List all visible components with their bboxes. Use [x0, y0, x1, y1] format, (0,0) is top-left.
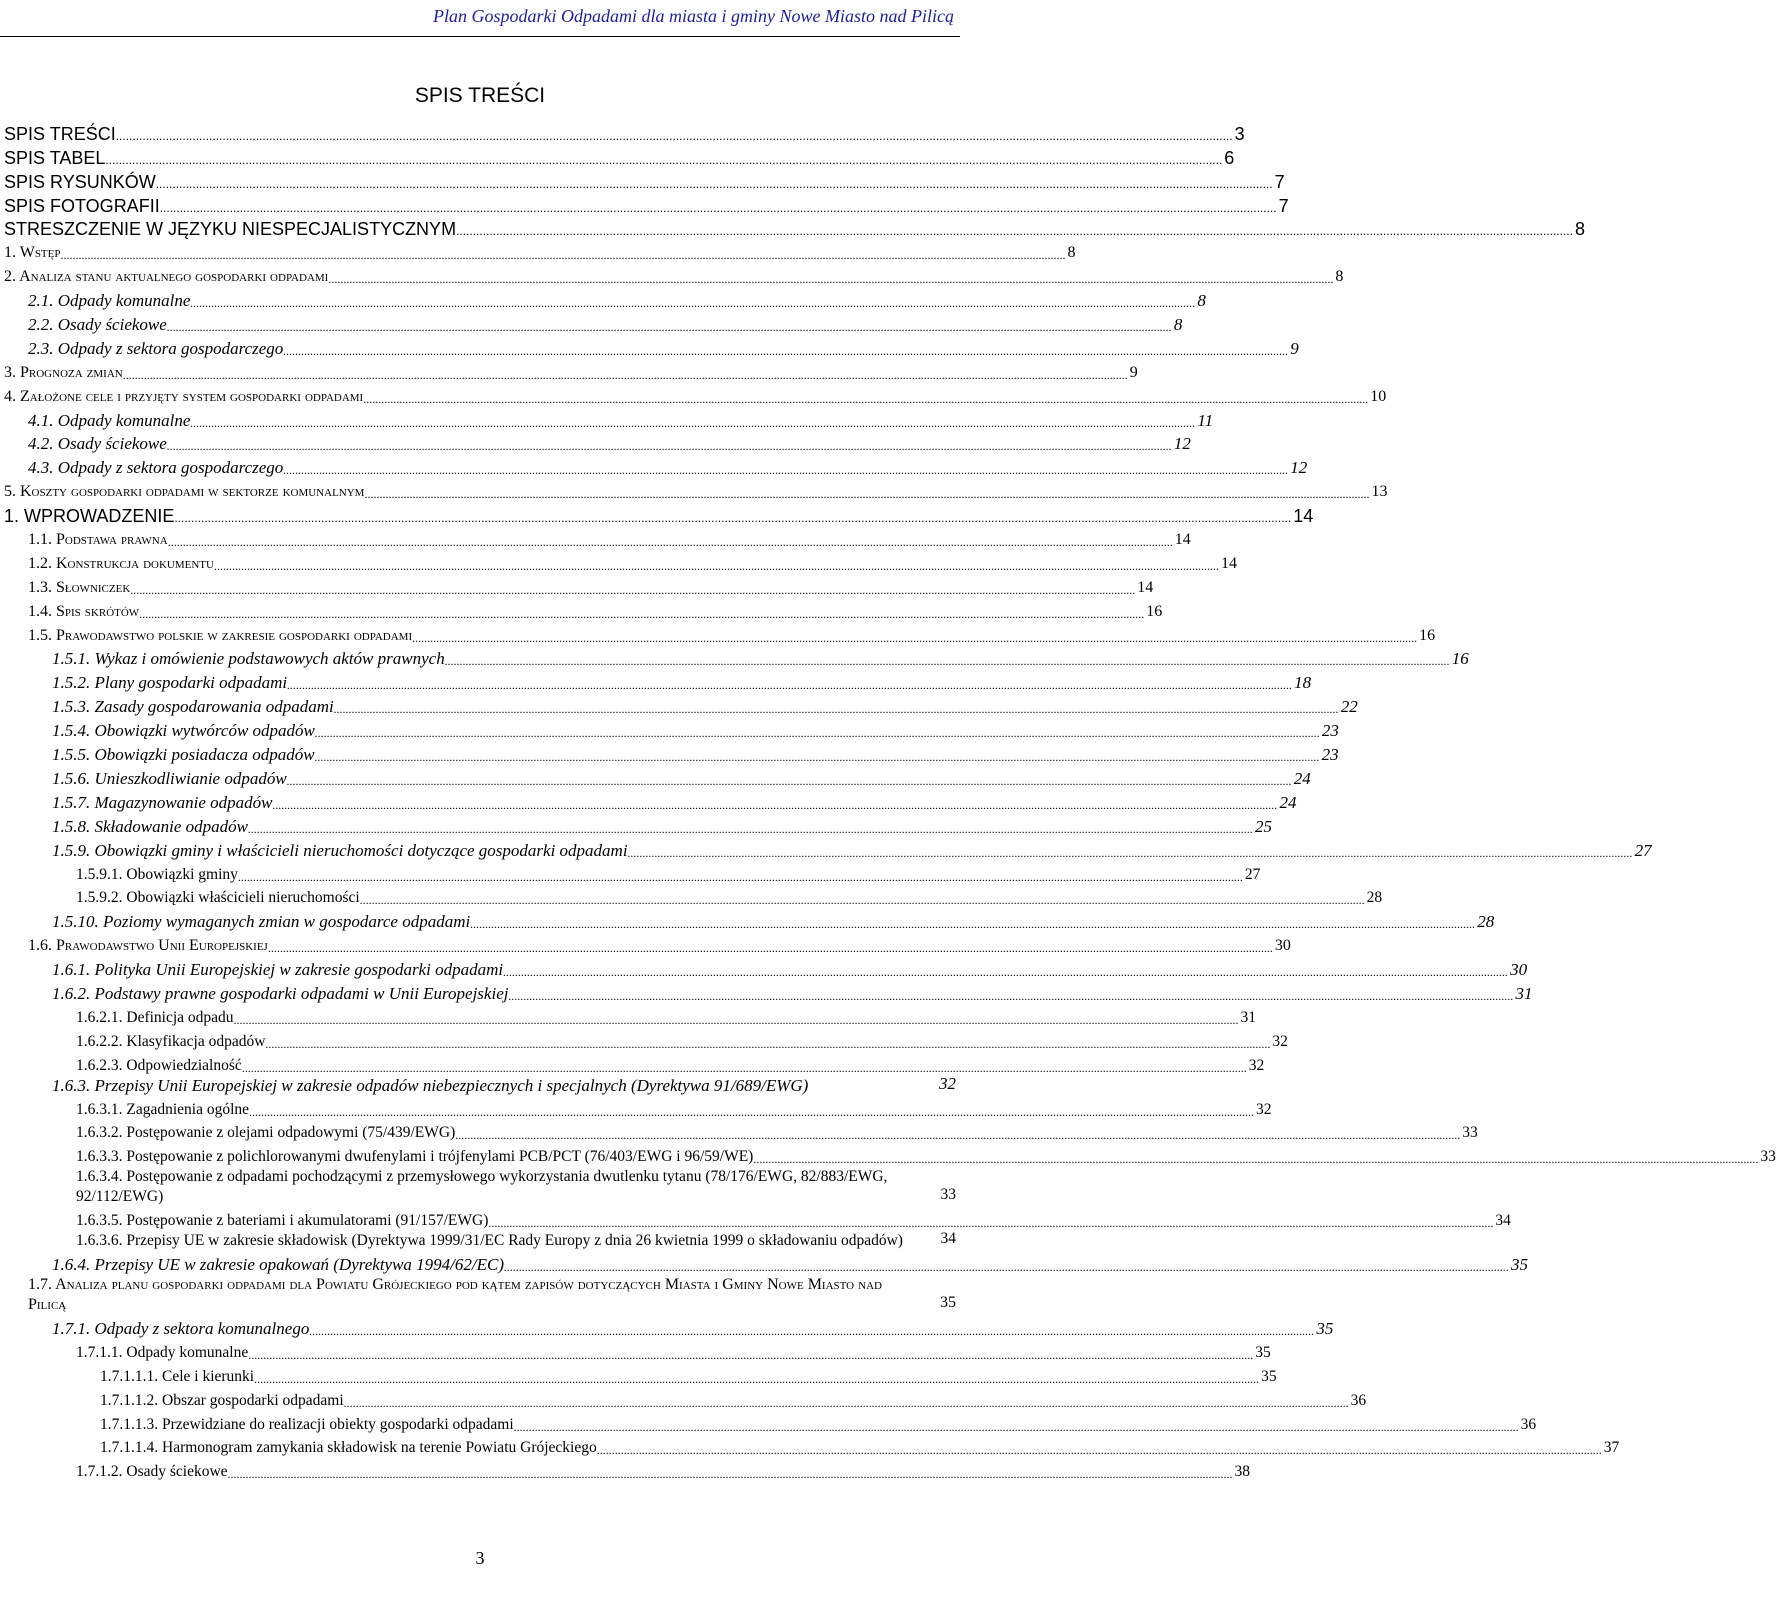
toc-entry-label: 1.6.3.1. Zagadnienia ogólne [76, 1100, 250, 1118]
toc-entry-label: 5. Koszty gospodarki odpadami w sektorze komunalnym [4, 483, 365, 501]
toc-entry-label: 1.6.2.3. Odpowiedzialność [76, 1056, 242, 1074]
toc-entry-label: 1.4. Spis skrótów [28, 602, 140, 620]
toc-leader-dots [105, 152, 1222, 168]
toc-entry-label: 1.5.6. Unieszkodliwianie odpadów [52, 768, 287, 788]
toc-entry-page: 13 [1371, 483, 1388, 501]
toc-leader-dots [283, 343, 1288, 359]
toc-entry-page: 36 [1350, 1391, 1367, 1409]
toc-entry[interactable] [4, 1315, 1334, 1339]
toc-entry-page: 32 [1248, 1056, 1265, 1074]
toc-entry-page: 30 [1510, 960, 1528, 980]
toc-entry[interactable] [4, 789, 1297, 813]
toc-entry-page: 28 [1366, 889, 1383, 907]
toc-entry[interactable] [4, 1458, 1251, 1482]
toc-entry-page: 32 [939, 1073, 956, 1093]
toc-leader-dots [628, 845, 1633, 861]
toc-entry[interactable] [4, 1363, 1277, 1387]
toc-entry-label: 1.6.3.4. Postępowanie z odpadami pochodzącymi z przemysłowego wykorzystania dwutlenku tytanu (78/176/EWG, 82/883/EWG, 92/112/EWG) [76, 1168, 888, 1206]
toc-leader-dots [174, 510, 1291, 526]
toc-entry-label: 1.6. Prawodawstwo Unii Europejskiej [28, 937, 268, 955]
toc-entry[interactable] [4, 956, 1528, 980]
toc-entry-page: 14 [1220, 554, 1237, 572]
toc-entry-page: 16 [1451, 649, 1469, 669]
toc-leader-dots [167, 319, 1172, 335]
toc-leader-dots [123, 367, 1128, 383]
toc-entry[interactable] [4, 1339, 1271, 1363]
toc-leader-dots [248, 1347, 1253, 1363]
toc-entry[interactable] [4, 359, 1138, 383]
toc-entry-page: 18 [1294, 673, 1312, 693]
toc-leader-dots [344, 1395, 1349, 1411]
toc-entry-page: 12 [1290, 458, 1308, 478]
toc-leader-dots [456, 223, 1573, 239]
toc-leader-dots [412, 630, 1417, 646]
toc-leader-dots [283, 462, 1288, 478]
toc-entry-page: 34 [1495, 1212, 1511, 1230]
toc-entry[interactable] [4, 861, 1261, 885]
toc-entry[interactable] [4, 980, 1533, 1004]
toc-entry-page: 27 [1634, 840, 1652, 860]
toc-entry[interactable] [4, 550, 1237, 574]
toc-leader-dots [287, 773, 1292, 789]
toc-leader-dots [504, 1259, 1509, 1275]
toc-entry-page: 35 [1316, 1318, 1334, 1338]
toc-entry-label: 1.5.8. Składowanie odpadów [52, 816, 248, 836]
toc-entry[interactable] [4, 1411, 1537, 1435]
toc-entry[interactable] [4, 1275, 956, 1315]
toc-leader-dots [470, 916, 1475, 932]
toc-entry-label: 2.1. Odpady komunalne [28, 291, 191, 311]
toc-entry-page: 24 [1293, 768, 1311, 788]
toc-entry[interactable] [4, 1143, 1776, 1167]
toc-entry-page: 32 [1272, 1032, 1288, 1050]
toc-entry-page: 37 [1603, 1439, 1620, 1457]
toc-entry-label: 1.7.1.1.1. Cele i kierunki [100, 1367, 255, 1385]
toc-entry-label: 4.2. Osady ściekowe [28, 434, 167, 454]
toc-entry-label: 2. Analiza stanu aktualnego gospodarki odpadami [4, 268, 329, 286]
toc-entry[interactable] [4, 239, 1076, 263]
toc-entry[interactable] [4, 813, 1272, 837]
toc-entry-label: 1. Wstęp [4, 244, 61, 262]
toc-leader-dots [315, 749, 1320, 765]
toc-entry-page: 23 [1321, 745, 1339, 765]
toc-entry[interactable] [4, 908, 1495, 932]
toc-leader-dots [214, 558, 1219, 574]
toc-entry-label: 1.5.1. Wykaz i omówienie podstawowych aktów prawnych [52, 649, 445, 669]
toc-entry-label: 1.5.9. Obowiązki gminy i właścicieli nieruchomości dotyczące gospodarki odpadami [52, 840, 628, 860]
toc-entry-label: 1.5.3. Zasady gospodarowania odpadami [52, 697, 334, 717]
toc-leader-dots [265, 1036, 1270, 1052]
toc-entry-page: 8 [1067, 244, 1076, 262]
toc-entry-label: 1.2. Konstrukcja dokumentu [28, 554, 214, 572]
toc-entry[interactable] [4, 1052, 1265, 1076]
toc-entry[interactable] [4, 1231, 956, 1251]
toc-entry[interactable] [4, 693, 1358, 717]
toc-entry-page: 31 [1240, 1008, 1257, 1026]
toc-entry-label: 1.6.1. Polityka Unii Europejskiej w zakresie gospodarki odpadami [52, 960, 504, 980]
toc-entry-page: 9 [1129, 363, 1138, 381]
toc-leader-dots [156, 176, 1273, 192]
toc-entry-label: 1.6.3.2. Postępowanie z olejami odpadowymi (75/439/EWG) [76, 1124, 456, 1142]
toc-entry-page: 22 [1340, 697, 1358, 717]
toc-leader-dots [234, 1012, 1239, 1028]
toc-entry[interactable] [4, 574, 1154, 598]
toc-leader-dots [268, 940, 1273, 956]
toc-entry-label: 3. Prognoza zmian [4, 363, 123, 381]
toc-leader-dots [445, 653, 1450, 669]
toc-entry[interactable] [4, 407, 1214, 431]
toc-leader-dots [488, 1215, 1493, 1231]
toc-entry-page: 8 [1197, 291, 1206, 311]
toc-entry-page: 33 [1462, 1124, 1478, 1142]
toc-entry-label: 1.6.2.2. Klasyfikacja odpadów [76, 1032, 266, 1050]
toc-leader-dots [328, 271, 1333, 287]
toc-entry[interactable] [4, 741, 1339, 765]
toc-entry-label: 1.3. Słowniczek [28, 578, 131, 596]
toc-entry[interactable] [4, 1028, 1288, 1052]
toc-entry-page: 16 [1146, 602, 1163, 620]
toc-entry-page: 35 [1255, 1343, 1271, 1361]
toc-entry-page: 32 [1256, 1100, 1272, 1118]
toc-entry-page: 7 [1274, 171, 1285, 192]
toc-entry-label: SPIS TABEL [4, 147, 106, 168]
toc-entry-page: 9 [1290, 338, 1299, 358]
toc-leader-dots [228, 1466, 1233, 1482]
toc-leader-dots [334, 701, 1339, 717]
toc-entry-label: 1.6.3. Przepisy Unii Europejskiej w zakresie odpadów niebezpiecznych i specjalnych (Dyrektywa 91/689/EWG) [52, 1075, 809, 1095]
toc-entry-page: 8 [1335, 268, 1344, 286]
toc-entry[interactable] [4, 885, 1383, 909]
toc-leader-dots [514, 1419, 1519, 1435]
toc-entry[interactable] [4, 216, 1585, 240]
toc-entry-label: 4.3. Odpady z sektora gospodarczego [28, 458, 284, 478]
toc-leader-dots [597, 1442, 1602, 1458]
toc-entry-label: 1.7.1.1.4. Harmonogram zamykania składowisk na terenie Powiatu Grójeckiego [100, 1439, 597, 1457]
toc-entry[interactable] [4, 1251, 1529, 1275]
toc-entry-label: STRESZCZENIE W JĘZYKU NIESPECJALISTYCZNYM [4, 219, 457, 240]
toc-entry[interactable] [4, 192, 1289, 216]
toc-entry-label: 1.5.5. Obowiązki posiadacza odpadów [52, 745, 315, 765]
toc-entry[interactable] [4, 622, 1436, 646]
toc-entry-label: 1.6.2.1. Definicja odpadu [76, 1008, 234, 1026]
toc-entry-page: 27 [1244, 865, 1261, 883]
toc-leader-dots [508, 988, 1513, 1004]
toc-leader-dots [503, 964, 1508, 980]
toc-entry-label: 1.5.7. Magazynowanie odpadów [52, 792, 273, 812]
toc-leader-dots [190, 415, 1195, 431]
toc-entry[interactable] [4, 1096, 1272, 1120]
toc-entry-page: 28 [1477, 912, 1495, 932]
toc-entry-label: 1. WPROWADZENIE [4, 506, 175, 527]
toc-entry-page: 33 [940, 1186, 956, 1204]
toc-entry-page: 30 [1274, 937, 1291, 955]
toc-entry-page: 11 [1197, 410, 1214, 430]
page-title: SPIS TREŚCI [414, 84, 546, 107]
toc-entry-label: 1.6.4. Przepisy UE w zakresie opakowań (Dyrektywa 1994/62/EC) [52, 1255, 505, 1275]
toc-entry-label: 1.7.1. Odpady z sektora komunalnego [52, 1318, 310, 1338]
toc-entry-page: 14 [1137, 578, 1154, 596]
toc-entry-page: 3 [1234, 123, 1245, 144]
toc-leader-dots [364, 486, 1369, 502]
toc-entry[interactable] [4, 478, 1388, 502]
toc-entry-page: 16 [1419, 626, 1436, 644]
toc-entry-label: 1.5.9.2. Obowiązki właścicieli nieruchomości [76, 889, 360, 907]
toc-entry[interactable] [4, 1120, 1478, 1144]
toc-entry[interactable] [4, 526, 1191, 550]
table-of-contents [4, 120, 1776, 1482]
toc-leader-dots [160, 200, 1277, 216]
toc-entry-label: 1.7.1.1. Odpady komunalne [76, 1343, 249, 1361]
toc-entry-page: 34 [940, 1230, 956, 1248]
toc-leader-dots [360, 892, 1365, 908]
toc-entry[interactable] [4, 598, 1163, 622]
toc-entry[interactable] [4, 454, 1308, 478]
toc-entry-page: 7 [1278, 195, 1289, 216]
toc-leader-dots [287, 677, 1292, 693]
toc-entry[interactable] [4, 1167, 956, 1207]
toc-entry-label: SPIS TREŚCI [4, 123, 116, 144]
toc-entry-page: 35 [1261, 1367, 1277, 1385]
toc-entry-label: 1.6.3.5. Postępowanie z bateriami i akumulatorami (91/157/EWG) [76, 1212, 489, 1230]
toc-entry-page: 12 [1173, 434, 1191, 454]
toc-entry-page: 10 [1370, 387, 1387, 405]
toc-entry-page: 35 [1511, 1255, 1529, 1275]
toc-leader-dots [167, 438, 1172, 454]
toc-entry-label: 1.1. Podstawa prawna [28, 531, 168, 549]
toc-entry-label: 1.6.2. Podstawy prawne gospodarki odpadami w Unii Europejskiej [52, 983, 509, 1003]
toc-entry[interactable] [4, 1004, 1257, 1028]
page-number: 3 [475, 1548, 485, 1568]
toc-leader-dots [363, 391, 1368, 407]
toc-entry-label: 1.5.2. Plany gospodarki odpadami [52, 673, 288, 693]
toc-entry-label: 1.5.9.1. Obowiązki gminy [76, 865, 238, 883]
toc-entry[interactable] [4, 168, 1285, 192]
toc-entry-page: 14 [1174, 531, 1191, 549]
toc-leader-dots [254, 1371, 1259, 1387]
toc-leader-dots [248, 821, 1253, 837]
toc-entry-page: 38 [1234, 1463, 1251, 1481]
toc-entry[interactable] [4, 502, 1314, 527]
toc-entry-label: 2.3. Odpady z sektora gospodarczego [28, 338, 284, 358]
toc-entry[interactable] [4, 120, 1245, 144]
toc-leader-dots [61, 247, 1066, 263]
toc-entry[interactable] [4, 1207, 1511, 1231]
toc-leader-dots [168, 534, 1173, 550]
running-header: Plan Gospodarki Odpadami dla miasta i gminy Nowe Miasto nad Pilicą [433, 6, 954, 26]
toc-entry-page: 6 [1224, 147, 1235, 168]
toc-entry-page: 8 [1173, 315, 1183, 335]
toc-entry-page: 23 [1321, 721, 1339, 741]
toc-entry[interactable] [4, 335, 1299, 359]
toc-entry-page: 25 [1254, 816, 1272, 836]
toc-entry-page: 8 [1574, 219, 1585, 240]
toc-entry-page: 33 [1760, 1148, 1776, 1166]
toc-entry[interactable] [4, 669, 1312, 693]
toc-entry-page: 14 [1293, 506, 1314, 527]
toc-entry-label: 1.6.3.3. Postępowanie z polichlorowanymi dwufenylami i trójfenylami PCB/PCT (76/403/EWG i 96/59/WE) [76, 1148, 754, 1166]
toc-entry[interactable] [4, 383, 1387, 407]
toc-entry[interactable] [4, 837, 1652, 861]
toc-leader-dots [190, 295, 1195, 311]
toc-leader-dots [753, 1151, 1758, 1167]
toc-leader-dots [249, 1104, 1254, 1120]
toc-entry[interactable] [4, 144, 1235, 168]
header-rule [0, 36, 960, 37]
toc-entry-label: 1.5. Prawodawstwo polskie w zakresie gospodarki odpadami [28, 626, 413, 644]
toc-entry[interactable] [4, 1073, 956, 1096]
toc-entry[interactable] [4, 431, 1191, 455]
toc-entry[interactable] [4, 263, 1344, 287]
toc-leader-dots [116, 128, 1233, 144]
toc-entry-label: SPIS RYSUNKÓW [4, 171, 156, 192]
toc-leader-dots [139, 606, 1144, 622]
toc-entry-label: 1.7.1.1.2. Obszar gospodarki odpadami [100, 1391, 344, 1409]
toc-entry-label: 1.7. Analiza planu gospodarki odpadami dla Powiatu Grójeckiego pod kątem zapisów dotyczących Miasta i Gminy Nowe Miasto nad Pilicą [28, 1276, 882, 1314]
toc-entry[interactable] [4, 932, 1291, 956]
toc-entry[interactable] [4, 717, 1339, 741]
toc-entry[interactable] [4, 1387, 1367, 1411]
toc-leader-dots [238, 869, 1243, 885]
toc-entry-label: 2.2. Osady ściekowe [28, 315, 167, 335]
toc-entry[interactable] [4, 287, 1206, 311]
toc-entry-page: 31 [1515, 983, 1533, 1003]
toc-entry-label: 1.5.4. Obowiązki wytwórców odpadów [52, 721, 315, 741]
toc-entry[interactable] [4, 1435, 1620, 1459]
toc-entry[interactable] [4, 311, 1183, 335]
toc-leader-dots [315, 725, 1320, 741]
toc-leader-dots [130, 582, 1135, 598]
toc-leader-dots [242, 1060, 1247, 1076]
toc-entry[interactable] [4, 765, 1311, 789]
toc-entry-label: 1.6.3.6. Przepisy UE w zakresie składowisk (Dyrektywa 1999/31/EC Rady Europy z dnia 26 kwietnia 1999 o składowaniu odpadów) [76, 1232, 903, 1250]
toc-entry-page: 36 [1520, 1415, 1537, 1433]
toc-entry-label: 4. Założone cele i przyjęty system gospodarki odpadami [4, 387, 364, 405]
toc-entry-label: 1.7.1.2. Osady ściekowe [76, 1463, 228, 1481]
toc-entry-label: SPIS FOTOGRAFII [4, 195, 160, 216]
toc-entry-page: 24 [1279, 792, 1297, 812]
toc-entry-label: 4.1. Odpady komunalne [28, 410, 191, 430]
toc-leader-dots [309, 1323, 1314, 1339]
toc-entry-label: 1.7.1.1.3. Przewidziane do realizacji obiekty gospodarki odpadami [100, 1415, 514, 1433]
toc-entry-page: 35 [940, 1294, 956, 1312]
toc-entry-label: 1.5.10. Poziomy wymaganych zmian w gospodarce odpadami [52, 912, 471, 932]
toc-entry[interactable] [4, 646, 1469, 670]
toc-leader-dots [273, 797, 1278, 813]
toc-leader-dots [455, 1127, 1460, 1143]
